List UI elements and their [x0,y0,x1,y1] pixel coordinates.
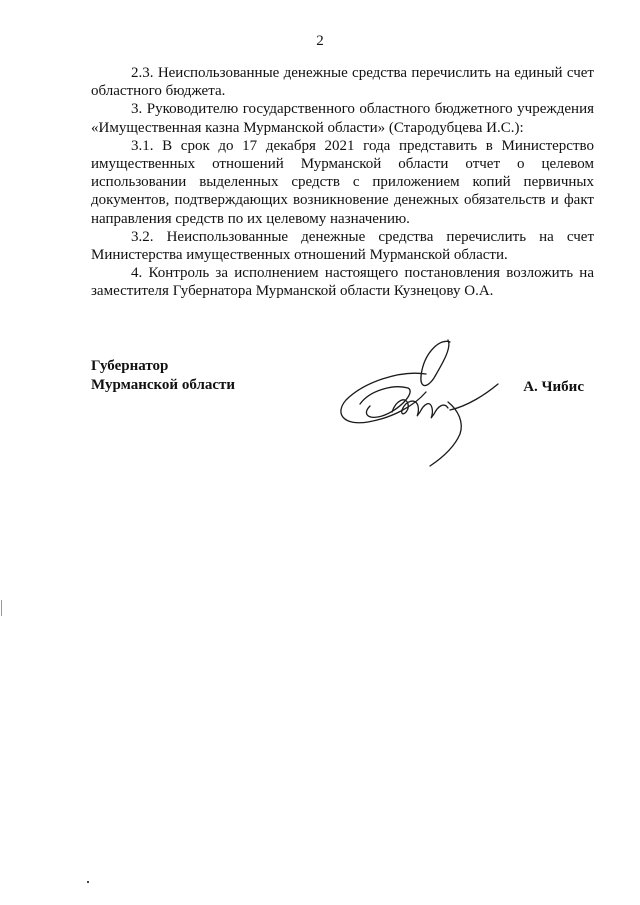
scan-speck [87,881,89,883]
paragraph-3-1: 3.1. В срок до 17 декабря 2021 года представить в Министерство имущественных отношений Мурманской области отчет о целевом использовании выделенных средств с приложением копий первичных документов, подтверждающих возникновение денежных обязательств и факт направления средств по их целевому назначению. [91,137,594,227]
paragraph-3-2: 3.2. Неиспользованные денежные средства перечислить на счет Министерства имущественных отношений Мурманской области. [91,228,594,264]
page-number: 2 [316,33,324,49]
document-body [91,64,594,301]
scan-mark [1,600,2,616]
signer-name: А. Чибис [523,379,584,395]
paragraph-3: 3. Руководителю государственного областного бюджетного учреждения «Имущественная казна Мурманской области» (Стародубцева И.С.): [91,101,594,136]
paragraph-2-3: 2.3. Неиспользованные денежные средства перечислить на единый счет областного бюджета. [91,65,594,100]
paragraph-4: 4. Контроль за исполнением настоящего постановления возложить на заместителя Губернатора Мурманской области Кузнецову О.А. [91,265,594,300]
handwritten-signature [330,330,510,470]
signer-title-line1: Губернатор [91,358,169,374]
signer-title-line2: Мурманской области [91,377,236,393]
